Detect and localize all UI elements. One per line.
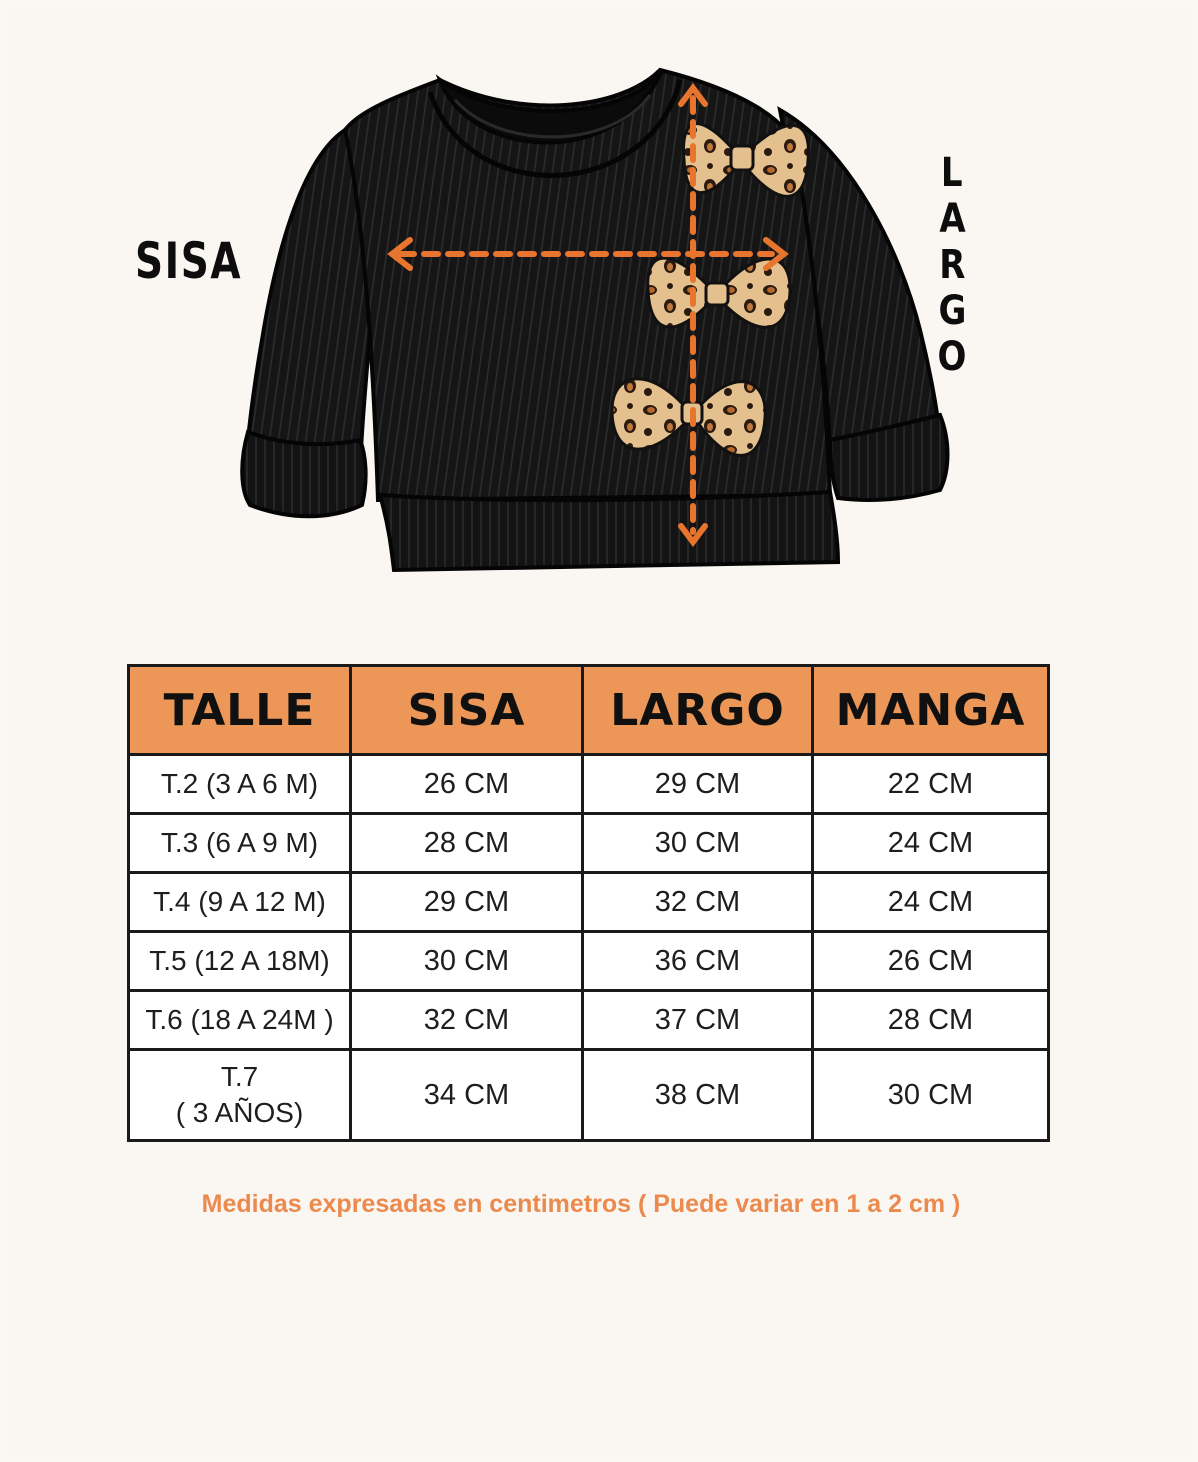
largo-vertical-label	[935, 150, 969, 380]
largo-letter: L	[941, 150, 963, 196]
measurement-note: Medidas expresadas en centimetros ( Puede variar en 1 a 2 cm )	[201, 1190, 961, 1218]
cell-sisa: 30 CM	[351, 932, 583, 991]
table-row	[129, 873, 1049, 932]
table-row	[129, 814, 1049, 873]
largo-letter: G	[938, 288, 966, 334]
cell-largo: 38 CM	[583, 1050, 813, 1141]
size-chart-table	[127, 664, 1050, 1142]
largo-letter: A	[938, 196, 966, 242]
cell-manga: 26 CM	[813, 932, 1049, 991]
largo-letter: R	[938, 242, 966, 288]
table-row	[129, 1050, 1049, 1141]
cell-talle: T.2 (3 A 6 M)	[129, 755, 351, 814]
cell-talle: T.3 (6 A 9 M)	[129, 814, 351, 873]
cell-largo: 36 CM	[583, 932, 813, 991]
cell-largo: 29 CM	[583, 755, 813, 814]
table-row	[129, 991, 1049, 1050]
cell-talle: T.4 (9 A 12 M)	[129, 873, 351, 932]
cell-sisa: 29 CM	[351, 873, 583, 932]
cell-sisa: 32 CM	[351, 991, 583, 1050]
cell-manga: 22 CM	[813, 755, 1049, 814]
cell-talle: T.6 (18 A 24M )	[129, 991, 351, 1050]
header-largo: LARGO	[583, 666, 813, 755]
cell-talle	[129, 1050, 351, 1141]
cell-sisa: 26 CM	[351, 755, 583, 814]
header-manga: MANGA	[813, 666, 1049, 755]
sweater-illustration	[0, 0, 1198, 620]
largo-letter: O	[937, 334, 967, 380]
talle-line: T.7	[220, 1061, 259, 1092]
table-row	[129, 932, 1049, 991]
header-talle: TALLE	[129, 666, 351, 755]
header-sisa: SISA	[351, 666, 583, 755]
cell-manga: 30 CM	[813, 1050, 1049, 1141]
cell-sisa: 34 CM	[351, 1050, 583, 1141]
sisa-label: SISA	[135, 232, 243, 290]
cell-largo: 37 CM	[583, 991, 813, 1050]
table-header-row	[129, 666, 1049, 755]
cell-largo: 30 CM	[583, 814, 813, 873]
cell-manga: 24 CM	[813, 873, 1049, 932]
cell-talle: T.5 (12 A 18M)	[129, 932, 351, 991]
talle-line: ( 3 AÑOS)	[175, 1097, 304, 1128]
table-row	[129, 755, 1049, 814]
cell-largo: 32 CM	[583, 873, 813, 932]
cell-manga: 28 CM	[813, 991, 1049, 1050]
cell-sisa: 28 CM	[351, 814, 583, 873]
cell-manga: 24 CM	[813, 814, 1049, 873]
